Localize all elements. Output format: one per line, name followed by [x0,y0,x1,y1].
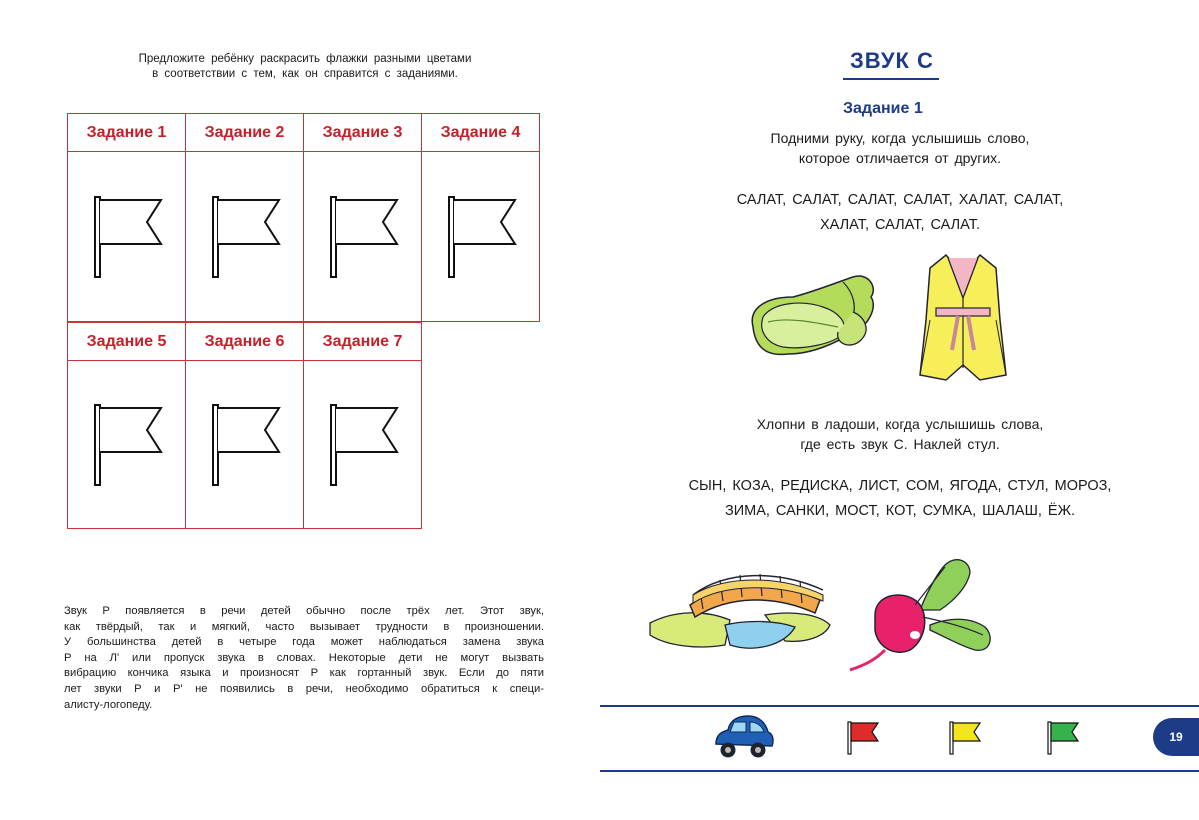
note-line: лет звуки Р и Р' не появились в речи, необходимо обратиться к специ- [64,682,544,695]
words-line: ЗИМА, САНКИ, МОСТ, КОТ, СУМКА, ШАЛАШ, ЁЖ. [724,503,1076,519]
right-page [600,0,1199,820]
flag-outline-icon [323,192,403,282]
instruction-line: Подними руку, когда услышишь слово, [770,130,1030,146]
task-header: Задание 2 [186,114,304,152]
task2-words [640,474,1160,524]
flag-cell[interactable] [304,152,422,322]
task2-instruction [660,414,1140,454]
task-header: Задание 1 [68,114,186,152]
tasks-table-row1 [67,113,540,322]
speech-therapist-note [64,604,544,713]
task1-instruction [660,128,1140,168]
parent-instruction [105,52,505,82]
instruction-line: Хлопни в ладоши, когда услышишь слова, [756,416,1044,432]
task-header: Задание 4 [422,114,540,152]
words-line: СЫН, КОЗА, РЕДИСКА, ЛИСТ, СОМ, ЯГОДА, СТУЛ, МОРОЗ, [688,478,1112,494]
instruction-line: Предложите ребёнку раскрасить флажки разными цветами [138,53,472,65]
bottom-rule-top [600,705,1199,707]
words-line: ХАЛАТ, САЛАТ, САЛАТ. [819,217,980,233]
instruction-line: где есть звук С. Наклей стул. [800,436,1000,452]
flag-cell[interactable] [68,361,186,529]
note-line: Р на Л' или пропуск звука в словах. Некоторые дети не могут вызвать [64,651,544,664]
bottom-rule-bottom [600,770,1199,772]
note-line: вибрацию кончика языка и произносят Р как гортанный звук. Если до пяти [64,667,544,680]
words-line: САЛАТ, САЛАТ, САЛАТ, САЛАТ, ХАЛАТ, САЛАТ, [736,192,1064,208]
tasks-table-row2 [67,322,422,529]
note-line: алисту-логопеду. [64,698,153,711]
task1-words [660,188,1140,238]
note-line: Звук Р появляется в речи детей обычно после трёх лет. Этот звук, [64,605,544,617]
flag-cell[interactable] [186,152,304,322]
flag-cell[interactable] [422,152,540,322]
task-header: Задание 5 [68,323,186,361]
flag-cell[interactable] [186,361,304,529]
yellow-flag-icon [948,720,982,756]
radish-icon [845,555,1000,675]
flag-outline-icon [87,400,167,490]
instruction-line: в соответствии с тем, как он справится с заданиями. [152,68,458,80]
flag-outline-icon [205,400,285,490]
lettuce-icon [743,272,883,362]
green-flag-icon [1046,720,1080,756]
flag-outline-icon [87,192,167,282]
flag-outline-icon [323,400,403,490]
task-header: Задание 7 [304,323,422,361]
car-icon [710,712,776,760]
flag-cell[interactable] [304,361,422,529]
note-line: как твёрдый, так и мягкий, часто вызывает трудности в произношении. [64,620,544,633]
title-underline [843,78,939,80]
flag-outline-icon [205,192,285,282]
page-number: 19 [1153,718,1199,756]
robe-icon [918,250,1008,385]
task-header: Задание 3 [304,114,422,152]
page-title: ЗВУК С [850,48,934,73]
task-header: Задание 6 [186,323,304,361]
task-title: Задание 1 [843,100,923,117]
bridge-icon [645,565,840,655]
note-line: У большинства детей в четыре года может наблюдаться замена звука [64,636,544,649]
flag-outline-icon [441,192,521,282]
red-flag-icon [846,720,880,756]
instruction-line: которое отличается от других. [798,150,1002,166]
flag-cell[interactable] [68,152,186,322]
